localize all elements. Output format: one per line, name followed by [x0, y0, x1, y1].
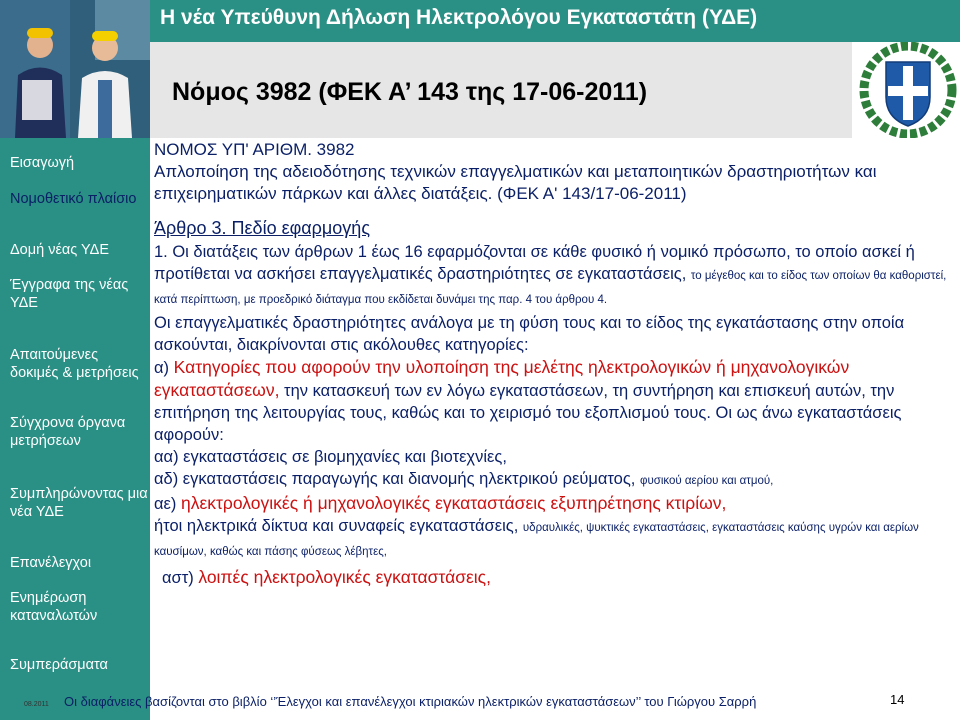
nav-item-introduction[interactable]: Εισαγωγή	[10, 155, 75, 171]
item-ae-highlight: ηλεκτρολογικές ή μηχανολογικές εγκαταστάσεις εξυπηρέτησης κτιρίων,	[180, 493, 727, 513]
item-ast	[154, 566, 954, 589]
item-aa: αα) εγκαταστάσεις σε βιομηχανίες και βιοτεχνίες,	[154, 448, 507, 466]
item-ae-label: αε)	[154, 495, 177, 513]
footer-date: 08.2011	[24, 701, 49, 708]
paragraph-1	[154, 241, 954, 311]
engineers-photo	[0, 0, 150, 138]
item-ae-cont	[154, 515, 954, 563]
item-ast-label: αστ)	[162, 569, 194, 587]
nav-item-reinspections[interactable]: Επανέλεγχοι	[10, 555, 92, 571]
page-title: Η νέα Υπεύθυνη Δήλωση Ηλεκτρολόγου Εγκαταστάτη (ΥΔΕ)	[160, 6, 758, 29]
category-a-highlight: Κατηγορίες που αφορούν την υλοποίηση της μελέτης ηλεκτρολογικών ή μηχανολογικών εγκαταστάσεων,	[154, 357, 850, 400]
law-title: Νόμος 3982 (ΦΕΚ Α’ 143 της 17-06-2011)	[172, 78, 648, 106]
category-a-rest: την κατασκευή των εν λόγω εγκαταστάσεων, τη συντήρηση και επισκευή αυτών, την επιτήρηση της λειτουργίας τους, καθώς και το χειρισμό του εξοπλισμού τους. Οι ως άνω εγκαταστάσεις αφορούν:	[154, 382, 902, 444]
item-ast-highlight: λοιπές ηλεκτρολογικές εγκαταστάσεις,	[198, 567, 491, 587]
category-a	[154, 356, 954, 446]
nav-item-modern-instruments[interactable]: Σύγχρονα όργανα μετρήσεων	[10, 415, 126, 449]
main-content	[154, 139, 954, 589]
item-ad-small: φυσικού αερίου και ατμού,	[640, 475, 774, 487]
category-a-label: α)	[154, 359, 170, 377]
item-ad	[154, 468, 954, 492]
paragraph-1-main: 1. Οι διατάξεις των άρθρων 1 έως 16 εφαρμόζονται σε κάθε φυσικό ή νομικό πρόσωπο, το οποίο ασκεί ή προτίθεται να ασκήσει επαγγελματικές δραστηριότητες σε εγκαταστάσεις,	[154, 243, 915, 283]
nav-item-filling-new-yde[interactable]: Συμπληρώνοντας μια νέα ΥΔΕ	[10, 486, 148, 520]
footer-credit: Οι διαφάνειες βασίζονται στο βιβλίο ‘’Έλεγχοι και επανέλεγχοι κτιριακών ηλεκτρικών εγκαταστάσεων’’ του Γιώργου Σαρρή	[64, 694, 757, 709]
law-number: ΝΟΜΟΣ ΥΠ' ΑΡΙΘΜ. 3982	[154, 140, 355, 159]
nav-item-new-yde-documents[interactable]: Έγγραφα της νέας ΥΔΕ	[10, 277, 129, 311]
law-description: Απλοποίηση της αδειοδότησης τεχνικών επαγγελματικών και μεταποιητικών δραστηριοτήτων και επιχειρηματικών πάρκων και άλλες διατάξεις. (ΦΕΚ Α' 143/17-06-2011)	[154, 162, 877, 203]
item-ae-main: ήτοι ηλεκτρικά δίκτυα και συναφείς εγκαταστάσεις,	[154, 517, 519, 535]
item-ae-small: υδραυλικές, ψυκτικές εγκαταστάσεις, εγκαταστάσεις καύσης υγρών και αερίων καυσίμων, καθώς και πάσης φύσεως λέβητες,	[154, 522, 919, 558]
greek-coat-of-arms-icon	[858, 42, 958, 138]
article-title: Άρθρο 3. Πεδίο εφαρμογής	[154, 218, 370, 238]
page-number: 14	[890, 692, 905, 707]
nav-item-required-tests[interactable]: Απαιτούμενες δοκιμές & μετρήσεις	[10, 347, 139, 381]
nav-item-new-yde-structure[interactable]: Δομή νέας ΥΔΕ	[10, 242, 110, 258]
item-ae	[154, 492, 954, 515]
nav-item-legal-framework[interactable]: Νομοθετικό πλαίσιο	[10, 191, 137, 207]
paragraph-2: Οι επαγγελματικές δραστηριότητες ανάλογα με τη φύση τους και το είδος της εγκατάστασης στην οποία ασκούνται, διακρίνονται στις ακόλουθες κατηγορίες:	[154, 314, 905, 354]
item-ad-main: αδ) εγκαταστάσεις παραγωγής και διανομής ηλεκτρικού ρεύματος,	[154, 470, 636, 488]
nav-item-consumer-information[interactable]: Ενημέρωση καταναλωτών	[10, 590, 98, 624]
nav-item-conclusions[interactable]: Συμπεράσματα	[10, 657, 108, 673]
paragraph-1-small: το μέγεθος και το είδος των οποίων θα καθοριστεί, κατά περίπτωση, με προεδρικό διάταγμα που εκδίδεται δυνάμει της παρ. 4 του άρθρου 4.	[154, 270, 947, 306]
